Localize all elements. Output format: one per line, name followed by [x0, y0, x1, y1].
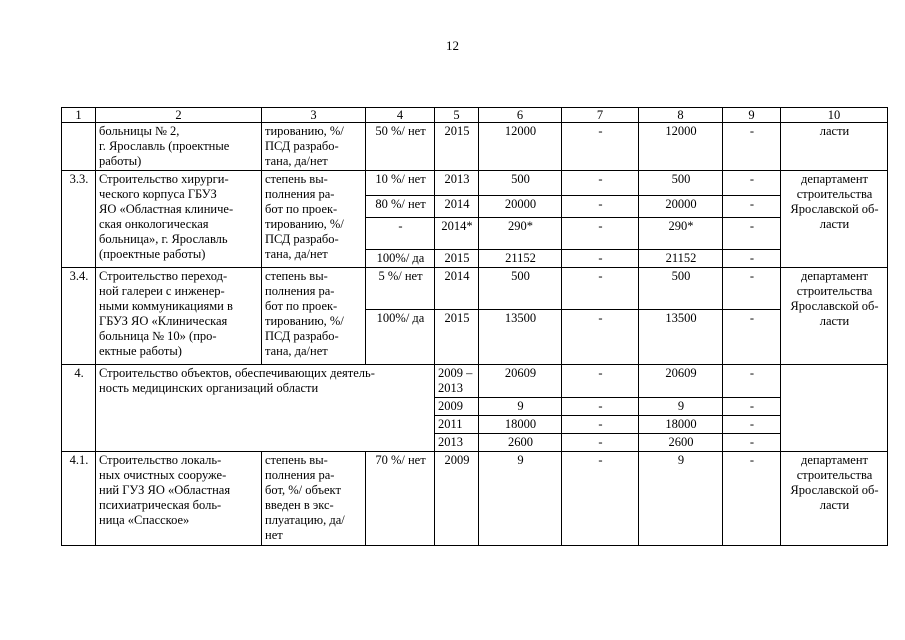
table-row [62, 365, 888, 398]
year-cell: 2015 [435, 123, 479, 171]
year-cell: 2013 [435, 171, 479, 196]
col7-cell: - [562, 452, 639, 546]
executor-cell: департамент строительства Ярославской об- ласти [781, 171, 888, 268]
col7-cell: - [562, 416, 639, 434]
col9-cell: - [723, 310, 781, 365]
col9-cell: - [723, 434, 781, 452]
col7-cell: - [562, 196, 639, 218]
year-cell: 2014 [435, 196, 479, 218]
col8-cell: 20609 [639, 365, 723, 398]
col7-cell: - [562, 171, 639, 196]
item-name-cell: Строительство хирурги- ческого корпуса ГБУЗ ЯО «Областная клиниче- ская онкологическая больница», г. Ярославль (проектные работы) [96, 171, 262, 268]
col9-cell: - [723, 268, 781, 310]
year-cell: 2015 [435, 310, 479, 365]
col6-cell: 9 [479, 398, 562, 416]
col7-cell: - [562, 123, 639, 171]
indicator-cell: тированию, %/ ПСД разрабо- тана, да/нет [262, 123, 366, 171]
row-number-cell: 3.4. [62, 268, 96, 365]
col9-cell: - [723, 416, 781, 434]
col7-cell: - [562, 365, 639, 398]
col6-cell: 20609 [479, 365, 562, 398]
indicator-value-cell: 100%/ да [366, 310, 435, 365]
header-cell: 8 [639, 108, 723, 123]
indicator-value-cell: 50 %/ нет [366, 123, 435, 171]
indicator-value-cell: 80 %/ нет [366, 196, 435, 218]
col8-cell: 20000 [639, 196, 723, 218]
header-cell: 3 [262, 108, 366, 123]
col9-cell: - [723, 452, 781, 546]
indicator-value-cell: - [366, 218, 435, 250]
col8-cell: 290* [639, 218, 723, 250]
col6-cell: 2600 [479, 434, 562, 452]
col6-cell: 500 [479, 171, 562, 196]
row-number-cell: 3.3. [62, 171, 96, 268]
row-number-cell: 4. [62, 365, 96, 452]
indicator-cell: степень вы- полнения ра- бот по проек- тированию, %/ ПСД разрабо- тана, да/нет [262, 171, 366, 268]
col8-cell: 9 [639, 398, 723, 416]
col9-cell: - [723, 171, 781, 196]
header-cell: 6 [479, 108, 562, 123]
row-number-cell: 4.1. [62, 452, 96, 546]
table-row [62, 452, 888, 546]
col6-cell: 20000 [479, 196, 562, 218]
col7-cell: - [562, 250, 639, 268]
executor-cell: департамент строительства Ярославской об- ласти [781, 452, 888, 546]
executor-cell: ласти [781, 123, 888, 171]
indicator-cell: степень вы- полнения ра- бот, %/ объект введен в экс- плуатацию, да/ нет [262, 452, 366, 546]
header-cell: 5 [435, 108, 479, 123]
header-row [62, 108, 888, 123]
item-name-cell: Строительство переход- ной галереи с инженер- ными коммуникациями в ГБУЗ ЯО «Клиническая больница № 10» (про- ектные работы) [96, 268, 262, 365]
indicator-value-cell: 100%/ да [366, 250, 435, 268]
indicator-cell: степень вы- полнения ра- бот по проек- тированию, %/ ПСД разрабо- тана, да/нет [262, 268, 366, 365]
col6-cell: 21152 [479, 250, 562, 268]
header-cell: 9 [723, 108, 781, 123]
col6-cell: 18000 [479, 416, 562, 434]
header-cell: 7 [562, 108, 639, 123]
col6-cell: 13500 [479, 310, 562, 365]
section-title-cell: Строительство объектов, обеспечивающих деятель- ность медицинских организаций области [96, 365, 435, 452]
col7-cell: - [562, 398, 639, 416]
year-cell: 2014 [435, 268, 479, 310]
table-row [62, 123, 888, 171]
col9-cell: - [723, 196, 781, 218]
indicator-value-cell: 10 %/ нет [366, 171, 435, 196]
table-row [62, 268, 888, 310]
header-cell: 1 [62, 108, 96, 123]
indicator-value-cell: 5 %/ нет [366, 268, 435, 310]
col9-cell: - [723, 250, 781, 268]
table-row [62, 171, 888, 196]
item-name-cell: Строительство локаль- ных очистных сооруже- ний ГУЗ ЯО «Областная психиатрическая боль- ница «Спасское» [96, 452, 262, 546]
col6-cell: 9 [479, 452, 562, 546]
year-cell: 2014* [435, 218, 479, 250]
year-cell: 2009 [435, 452, 479, 546]
col8-cell: 500 [639, 268, 723, 310]
year-cell: 2009 – 2013 [435, 365, 479, 398]
col7-cell: - [562, 310, 639, 365]
col9-cell: - [723, 398, 781, 416]
col9-cell: - [723, 365, 781, 398]
header-cell: 2 [96, 108, 262, 123]
col9-cell: - [723, 123, 781, 171]
col7-cell: - [562, 268, 639, 310]
col6-cell: 12000 [479, 123, 562, 171]
col8-cell: 21152 [639, 250, 723, 268]
program-table [61, 107, 888, 546]
col6-cell: 500 [479, 268, 562, 310]
col8-cell: 2600 [639, 434, 723, 452]
item-name-cell: больницы № 2, г. Ярославль (проектные работы) [96, 123, 262, 171]
col9-cell: - [723, 218, 781, 250]
year-cell: 2011 [435, 416, 479, 434]
executor-cell [781, 365, 888, 452]
col7-cell: - [562, 218, 639, 250]
year-cell: 2015 [435, 250, 479, 268]
col8-cell: 500 [639, 171, 723, 196]
col8-cell: 12000 [639, 123, 723, 171]
col8-cell: 18000 [639, 416, 723, 434]
col8-cell: 9 [639, 452, 723, 546]
year-cell: 2013 [435, 434, 479, 452]
col6-cell: 290* [479, 218, 562, 250]
executor-cell: департамент строительства Ярославской об- ласти [781, 268, 888, 365]
page-number: 12 [446, 38, 459, 53]
row-number-cell [62, 123, 96, 171]
year-cell: 2009 [435, 398, 479, 416]
header-cell: 4 [366, 108, 435, 123]
header-cell: 10 [781, 108, 888, 123]
indicator-value-cell: 70 %/ нет [366, 452, 435, 546]
col8-cell: 13500 [639, 310, 723, 365]
col7-cell: - [562, 434, 639, 452]
